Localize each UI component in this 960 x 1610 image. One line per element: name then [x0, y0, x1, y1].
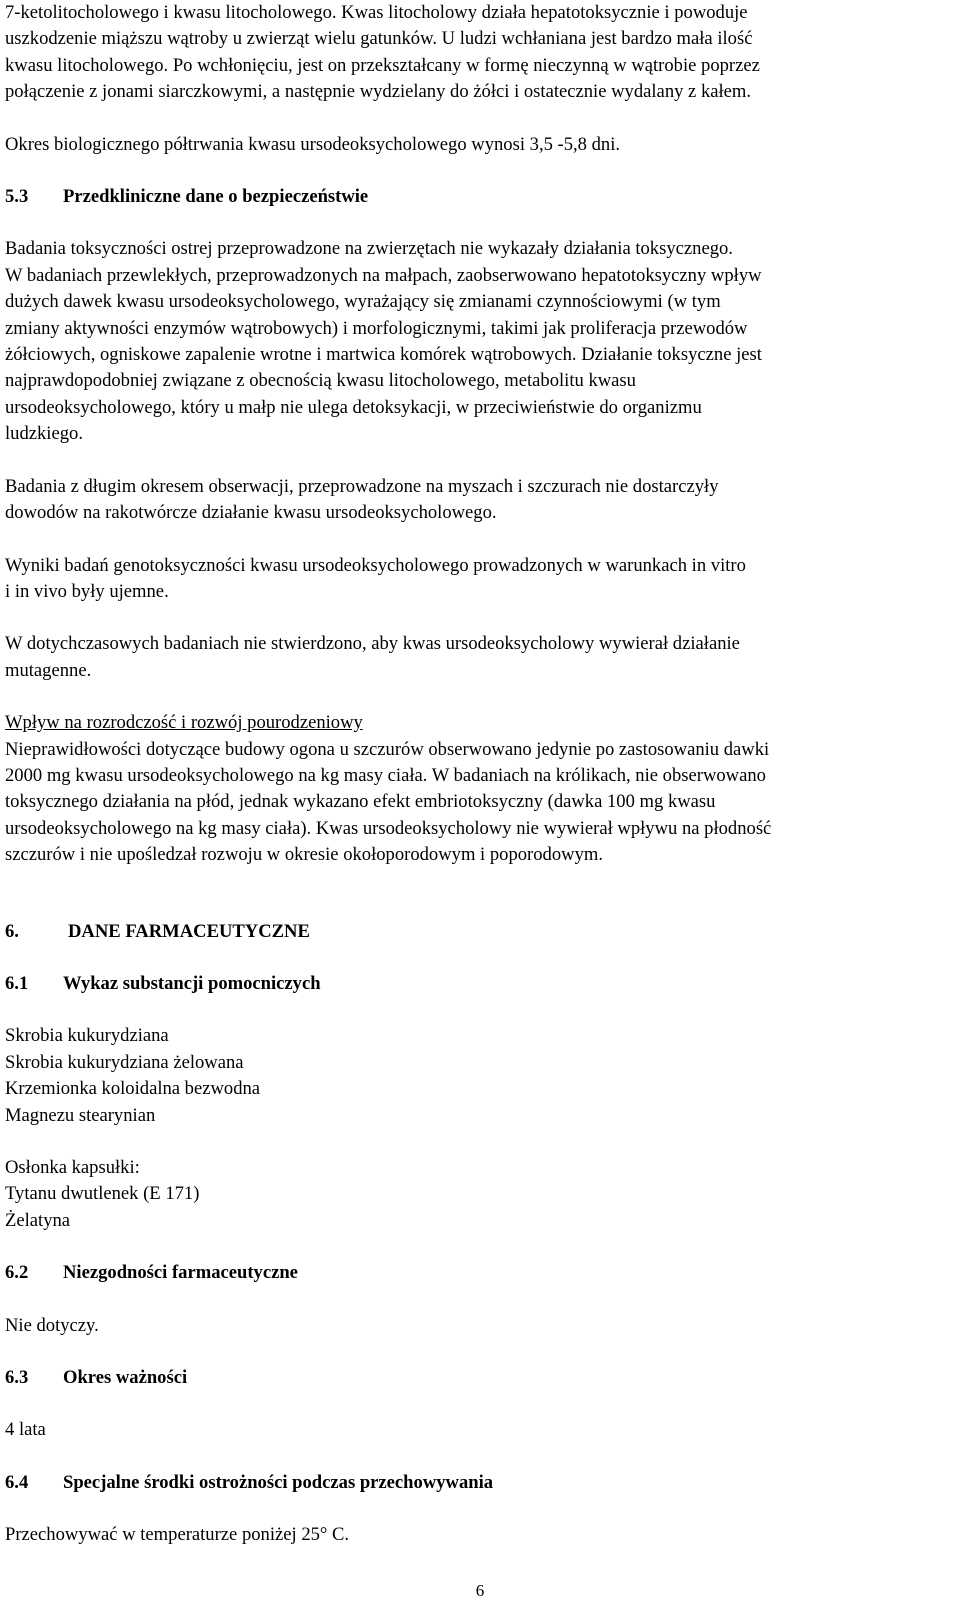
list-item: Tytanu dwutlenek (E 171) — [5, 1183, 200, 1205]
page-number: 6 — [475, 1581, 485, 1600]
list-item: Skrobia kukurydziana żelowana — [5, 1051, 244, 1073]
text-line: mutagenne. — [5, 659, 92, 681]
section-title: Przedkliniczne dane o bezpieczeństwie — [63, 186, 369, 208]
section-title: Okres ważności — [63, 1367, 188, 1389]
document-page — [5, 0, 955, 1549]
half-life-text: Okres biologicznego półtrwania kwasu ursodeoksycholowego wynosi 3,5 -5,8 dni. — [5, 133, 621, 155]
text-line: ursodeoksycholowego na kg masy ciała). Kwas ursodeoksycholowy nie wywierał wpływu na płodność — [5, 817, 772, 839]
text-line: Badania z długim okresem obserwacji, przeprowadzone na myszach i szczurach nie dostarczyły — [5, 475, 719, 497]
text-line: zmiany aktywności enzymów wątrobowych) i morfologicznymi, takimi jak proliferacja przewodów — [5, 317, 748, 339]
section-number: 6. — [5, 920, 19, 942]
text-line: 2000 mg kwasu ursodeoksycholowego na kg masy ciała. W badaniach na królikach, nie obserwowano — [5, 764, 766, 786]
text-line: ludzkiego. — [5, 423, 83, 445]
text-line: i in vivo były ujemne. — [5, 580, 169, 602]
paragraph-genotoxicity — [5, 553, 955, 606]
section-number: 6.4 — [5, 1471, 29, 1493]
section-number: 6.2 — [5, 1262, 29, 1284]
capsule-shell-list — [5, 1155, 955, 1234]
text-line: ursodeoksycholowego, który u małp nie ulega detoksykacji, w przeciwieństwie do organizmu — [5, 396, 702, 418]
heading-6-3 — [5, 1365, 955, 1391]
section-title: Niezgodności farmaceutyczne — [63, 1262, 298, 1284]
text-line: W badaniach przewlekłych, przeprowadzonych na małpach, zaobserwowano hepatotoksyczny wpływ — [5, 264, 762, 286]
section-number: 6.3 — [5, 1367, 29, 1389]
shelf-life-text: 4 lata — [5, 1419, 46, 1441]
heading-6-1 — [5, 971, 955, 997]
text-line: dużych dawek kwasu ursodeoksycholowego, wyrażający się zmianami czynnościowymi (w tym — [5, 291, 721, 313]
paragraph-reproduction — [5, 737, 955, 869]
incompatibilities-text: Nie dotyczy. — [5, 1314, 99, 1336]
text-line: Badania toksyczności ostrej przeprowadzone na zwierzętach nie wykazały działania toksycznego. — [5, 238, 733, 260]
list-item: Magnezu stearynian — [5, 1104, 156, 1126]
list-item: Krzemionka koloidalna bezwodna — [5, 1078, 261, 1100]
text-line: kwasu litocholowego. Po wchłonięciu, jest on przekształcany w formę nieczynną w wątrobie poprzez — [5, 54, 760, 76]
text-line: dowodów na rakotwórcze działanie kwasu ursodeoksycholowego. — [5, 502, 497, 524]
section-number: 6.1 — [5, 972, 29, 994]
capsule-shell-label: Osłonka kapsułki: — [5, 1157, 140, 1178]
reproduction-subheading: Wpływ na rozrodczość i rozwój pourodzeniowy — [5, 712, 363, 734]
heading-6 — [5, 919, 955, 945]
list-item: Żelatyna — [5, 1209, 71, 1231]
paragraph-mutagenicity — [5, 631, 955, 684]
storage-text: Przechowywać w temperaturze poniżej 25° C. — [5, 1524, 350, 1546]
heading-6-2 — [5, 1260, 955, 1286]
text-line: W dotychczasowych badaniach nie stwierdzono, aby kwas ursodeoksycholowy wywierał działanie — [5, 633, 740, 655]
text-line: połączenie z jonami siarczkowymi, a następnie wydzielany do żółci i ostatecznie wydalany z kałem. — [5, 81, 752, 103]
list-item: Skrobia kukurydziana — [5, 1025, 169, 1047]
section-number: 5.3 — [5, 186, 29, 208]
excipients-list — [5, 1023, 955, 1129]
text-line: toksycznego działania na płód, jednak wykazano efekt embriotoksyczny (dawka 100 mg kwasu — [5, 791, 716, 813]
text-line: żółciowych, ogniskowe zapalenie wrotne i martwica komórek wątrobowych. Działanie toksyczne jest — [5, 344, 762, 366]
text-line: uszkodzenie miąższu wątroby u zwierząt wielu gatunków. U ludzi wchłaniana jest bardzo mała ilość — [5, 28, 753, 50]
heading-6-4 — [5, 1470, 955, 1496]
text-line: szczurów i nie upośledzał rozwoju w okresie okołoporodowym i poporodowym. — [5, 844, 603, 866]
text-line: 7-ketolitocholowego i kwasu litocholowego. Kwas litocholowy działa hepatotoksycznie i powoduje — [5, 2, 748, 23]
section-title: Wykaz substancji pomocniczych — [63, 972, 321, 994]
section-5-2-continuation — [5, 0, 955, 106]
section-title: Specjalne środki ostrożności podczas przechowywania — [63, 1471, 494, 1493]
paragraph-toxicity — [5, 236, 955, 447]
section-title: DANE FARMACEUTYCZNE — [68, 920, 310, 942]
heading-5-3 — [5, 184, 955, 210]
text-line: Wyniki badań genotoksyczności kwasu ursodeoksycholowego prowadzonych w warunkach in vitro — [5, 554, 746, 576]
text-line: Nieprawidłowości dotyczące budowy ogona u szczurów obserwowano jedynie po zastosowaniu dawki — [5, 738, 770, 760]
paragraph-carcinogenicity — [5, 474, 955, 527]
text-line: najprawdopodobniej związane z obecnością kwasu litocholowego, metabolitu kwasu — [5, 370, 636, 392]
